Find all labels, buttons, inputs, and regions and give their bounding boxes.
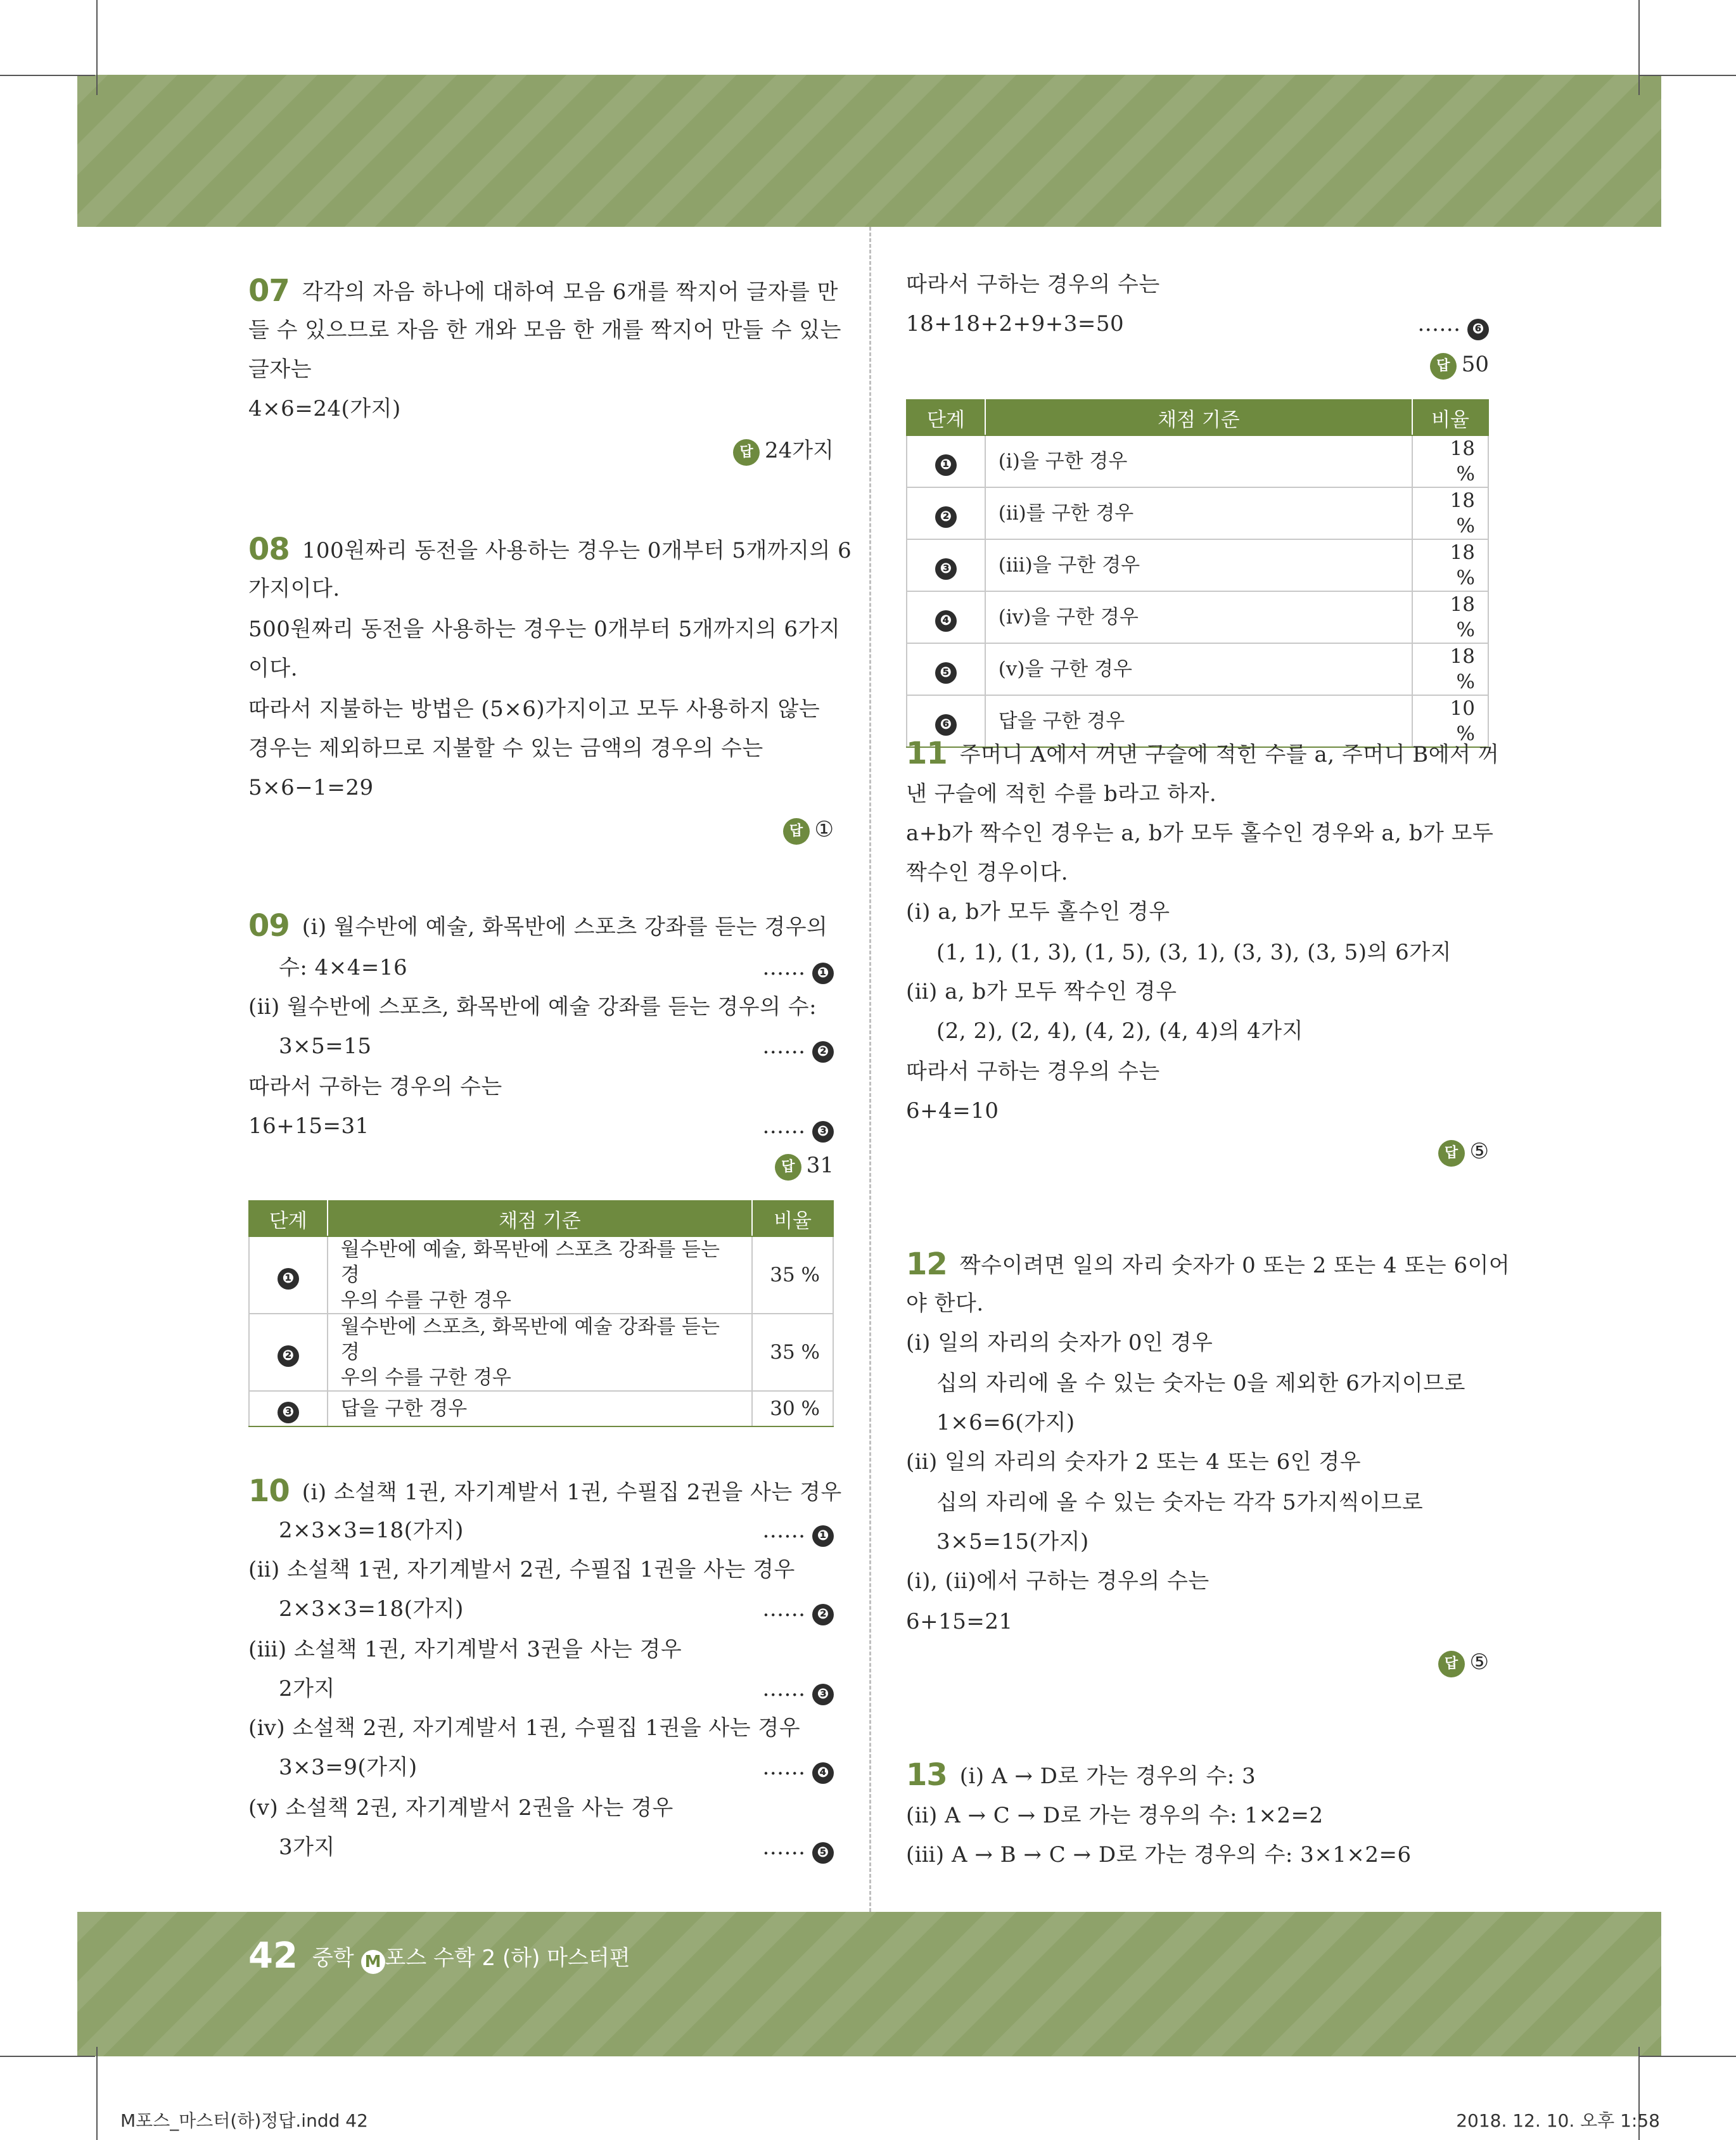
step-marker: …… ❻ <box>1417 304 1489 343</box>
table-header: 채점 기준 <box>985 400 1412 435</box>
step-marker: …… ❷ <box>762 1589 834 1629</box>
problem-11-line: 따라서 구하는 경우의 수는 <box>906 1059 1160 1084</box>
table-row <box>907 435 1488 487</box>
problem-number: 07 <box>248 273 290 309</box>
header-band <box>77 75 1661 227</box>
answer-badge: 답 <box>1430 353 1457 380</box>
problem-10-line: 3×3=9(가지) <box>279 1755 418 1780</box>
answer-badge: 답 <box>1438 1140 1465 1167</box>
problem-13-line: 13 (ⅰ) A → D로 가는 경우의 수: 3 <box>906 1757 1256 1793</box>
problem-12-line: (ⅰ) 일의 자리의 숫자가 0인 경우 <box>906 1330 1213 1355</box>
step-marker: …… ❺ <box>762 1828 834 1867</box>
answer-badge: 답 <box>1438 1651 1465 1677</box>
answer-badge: 답 <box>775 1154 801 1181</box>
problem-10-line: 2×3×3=18(가지) <box>279 1518 464 1543</box>
ratio-cell: 18 % <box>1412 487 1488 539</box>
page-number: 42 <box>248 1935 298 1977</box>
problem-07-line: 4×6=24(가지) <box>248 396 401 421</box>
answer-12: 답 ⑤ <box>1438 1643 1489 1682</box>
answer-badge: 답 <box>733 439 760 466</box>
table-row <box>907 539 1488 591</box>
column-divider <box>869 227 871 1912</box>
print-timestamp: 2018. 12. 10. 오후 1:58 <box>1456 2110 1660 2131</box>
table-row <box>249 1314 833 1391</box>
table-header: 비율 <box>1412 400 1488 435</box>
table-row <box>907 487 1488 539</box>
criteria-text: 우의 수를 구한 경우 <box>340 1289 511 1312</box>
step-bullet: ❶ <box>278 1268 299 1290</box>
problem-08-line: 500원짜리 동전을 사용하는 경우는 0개부터 5개까지의 6가지 <box>248 617 841 642</box>
problem-09-line: 16+15=31 <box>248 1113 369 1139</box>
ratio-cell: 18 % <box>1412 643 1488 695</box>
crop-mark <box>0 75 95 76</box>
book-title: 중학 M 포스 수학 2 (하) 마스터편 <box>312 1945 630 1971</box>
problem-10-line: 3가지 <box>279 1835 335 1860</box>
problem-number: 08 <box>248 532 290 567</box>
problem-10-line: 10 (ⅰ) 소설책 1권, 자기계발서 1권, 수필집 2권을 사는 경우 <box>248 1473 842 1509</box>
criteria-text: 답을 구한 경우 <box>328 1391 752 1426</box>
criteria-text: (ⅳ)을 구한 경우 <box>985 591 1412 643</box>
problem-08-line: 이다. <box>248 656 298 681</box>
ratio-cell: 35 % <box>752 1314 833 1391</box>
step-marker: …… ❸ <box>762 1106 834 1146</box>
problem-11-line: (1, 1), (1, 3), (1, 5), (3, 1), (3, 3), (3, 5)의 6가지 <box>936 940 1452 965</box>
problem-07-line: 07 각각의 자음 하나에 대하여 모음 6개를 짝지어 글자를 만 <box>248 273 838 309</box>
step-marker: …… ❸ <box>762 1669 834 1708</box>
step-bullet: ❷ <box>278 1345 299 1367</box>
answer-badge: 답 <box>783 818 810 845</box>
table-row <box>907 591 1488 643</box>
problem-12-line: (ⅱ) 일의 자리의 숫자가 2 또는 4 또는 6인 경우 <box>906 1449 1362 1475</box>
problem-09-line: 09 (ⅰ) 월수반에 예술, 화목반에 스포츠 강좌를 듣는 경우의 <box>248 908 828 944</box>
problem-number: 11 <box>906 736 947 771</box>
problem-10-line: (ⅳ) 소설책 2권, 자기계발서 1권, 수필집 1권을 사는 경우 <box>248 1715 801 1741</box>
problem-13-line: (ⅱ) A → C → D로 가는 경우의 수: 1×2=2 <box>906 1803 1324 1828</box>
problem-13-line: (ⅲ) A → B → C → D로 가는 경우의 수: 3×1×2=6 <box>906 1842 1412 1868</box>
problem-12-line: (ⅰ), (ⅱ)에서 구하는 경우의 수는 <box>906 1568 1209 1594</box>
ratio-cell: 30 % <box>752 1391 833 1426</box>
criteria-text: 답을 구한 경우 <box>985 695 1412 747</box>
problem-10-line: (ⅴ) 소설책 2권, 자기계발서 2권을 사는 경우 <box>248 1795 673 1821</box>
criteria-text: (ⅱ)를 구한 경우 <box>985 487 1412 539</box>
crop-mark <box>96 0 98 95</box>
problem-08-line: 5×6−1=29 <box>248 775 374 800</box>
problem-11-line: 낸 구슬에 적힌 수를 b라고 하자. <box>906 781 1217 807</box>
step-marker: …… ❶ <box>762 1511 834 1550</box>
problem-09-line: 3×5=15 <box>279 1034 372 1059</box>
ratio-cell: 18 % <box>1412 435 1488 487</box>
problem-10-line: 18+18+2+9+3=50 <box>906 311 1125 336</box>
crop-mark <box>96 2047 98 2140</box>
table-header: 비율 <box>752 1201 833 1236</box>
crop-mark <box>0 2056 95 2057</box>
answer-10: 답 50 <box>1430 345 1489 384</box>
step-marker: …… ❷ <box>762 1027 834 1066</box>
crop-mark <box>1640 2056 1736 2057</box>
problem-12-line: 12 짝수이려면 일의 자리 숫자가 0 또는 2 또는 4 또는 6이어 <box>906 1246 1510 1282</box>
criteria-text: (ⅴ)을 구한 경우 <box>985 643 1412 695</box>
problem-09-line: 수: 4×4=16 <box>279 955 408 980</box>
m-logo-icon: M <box>361 1950 385 1974</box>
problem-11-line: (ⅱ) a, b가 모두 짝수인 경우 <box>906 979 1177 1004</box>
criteria-text: 월수반에 예술, 화목반에 스포츠 강좌를 듣는 경 <box>340 1238 720 1286</box>
problem-12-line: 1×6=6(가지) <box>936 1410 1075 1435</box>
problem-08-line: 따라서 지불하는 방법은 (5×6)가지이고 모두 사용하지 않는 <box>248 696 820 722</box>
page-footer <box>248 1934 630 1984</box>
step-bullet: ❷ <box>935 506 957 528</box>
problem-11-line: 11 주머니 A에서 꺼낸 구슬에 적힌 수를 a, 주머니 B에서 꺼 <box>906 736 1500 771</box>
table-header: 단계 <box>249 1201 328 1236</box>
table-row <box>907 643 1488 695</box>
answer-11: 답 ⑤ <box>1438 1132 1489 1171</box>
problem-number: 12 <box>906 1246 947 1282</box>
table-header: 단계 <box>907 400 985 435</box>
problem-11-line: (ⅰ) a, b가 모두 홀수인 경우 <box>906 899 1170 925</box>
problem-11-line: (2, 2), (2, 4), (4, 2), (4, 4)의 4가지 <box>936 1018 1303 1044</box>
step-bullet: ❻ <box>935 714 957 736</box>
answer-09: 답 31 <box>775 1146 834 1185</box>
problem-10-line: 따라서 구하는 경우의 수는 <box>906 272 1160 297</box>
problem-10-line: 2가지 <box>279 1676 335 1701</box>
problem-12-line: 야 한다. <box>906 1291 984 1316</box>
step-bullet: ❸ <box>278 1402 299 1423</box>
grading-table-10 <box>906 399 1489 748</box>
answer-08: 답 ① <box>783 810 834 849</box>
step-bullet: ❹ <box>935 610 957 632</box>
problem-number: 09 <box>248 908 290 944</box>
problem-number: 10 <box>248 1473 290 1509</box>
criteria-text: (ⅰ)을 구한 경우 <box>985 435 1412 487</box>
file-name: M포스_마스터(하)정답.indd 42 <box>120 2110 368 2131</box>
problem-10-line: (ⅲ) 소설책 1권, 자기계발서 3권을 사는 경우 <box>248 1637 682 1662</box>
problem-10-line: (ⅱ) 소설책 1권, 자기계발서 2권, 수필집 1권을 사는 경우 <box>248 1557 795 1582</box>
step-marker: …… ❹ <box>762 1748 834 1787</box>
problem-07-line: 글자는 <box>248 357 312 382</box>
problem-09-line: 따라서 구하는 경우의 수는 <box>248 1074 502 1099</box>
ratio-cell: 10 % <box>1412 695 1488 747</box>
problem-07-line: 들 수 있으므로 자음 한 개와 모음 한 개를 짝지어 만들 수 있는 <box>248 317 841 343</box>
criteria-text: (ⅲ)을 구한 경우 <box>985 539 1412 591</box>
table-row <box>249 1236 833 1314</box>
problem-12-line: 6+15=21 <box>906 1609 1013 1634</box>
ratio-cell: 18 % <box>1412 591 1488 643</box>
problem-08-line: 08 100원짜리 동전을 사용하는 경우는 0개부터 5개까지의 6 <box>248 532 852 567</box>
table-header: 채점 기준 <box>328 1201 752 1236</box>
problem-12-line: 십의 자리에 올 수 있는 숫자는 각각 5가지씩이므로 <box>936 1490 1424 1515</box>
problem-08-line: 경우는 제외하므로 지불할 수 있는 금액의 경우의 수는 <box>248 736 763 761</box>
grading-table-09 <box>248 1200 834 1427</box>
step-bullet: ❸ <box>935 558 957 580</box>
problem-11-line: 짝수인 경우이다. <box>906 860 1069 885</box>
problem-12-line: 십의 자리에 올 수 있는 숫자는 0을 제외한 6가지이므로 <box>936 1371 1465 1396</box>
problem-10-line: 2×3×3=18(가지) <box>279 1596 464 1622</box>
problem-number: 13 <box>906 1757 947 1793</box>
problem-11-line: 6+4=10 <box>906 1098 999 1124</box>
table-row <box>249 1391 833 1426</box>
table-header-row <box>907 400 1488 435</box>
ratio-cell: 35 % <box>752 1236 833 1314</box>
problem-12-line: 3×5=15(가지) <box>936 1529 1089 1554</box>
ratio-cell: 18 % <box>1412 539 1488 591</box>
problem-11-line: a+b가 짝수인 경우는 a, b가 모두 홀수인 경우와 a, b가 모두 <box>906 821 1494 846</box>
crop-mark <box>1638 0 1640 95</box>
problem-08-line: 가지이다. <box>248 576 340 601</box>
criteria-text: 우의 수를 구한 경우 <box>340 1366 511 1389</box>
criteria-text: 월수반에 스포츠, 화목반에 예술 강좌를 듣는 경 <box>340 1316 720 1364</box>
step-marker: …… ❶ <box>762 948 834 987</box>
answer-07: 답 24가지 <box>733 431 834 470</box>
step-bullet: ❶ <box>935 454 957 476</box>
crop-mark <box>1640 75 1736 76</box>
problem-09-line: (ⅱ) 월수반에 스포츠, 화목반에 예술 강좌를 듣는 경우의 수: <box>248 994 817 1020</box>
step-bullet: ❺ <box>935 662 957 684</box>
table-header-row <box>249 1201 833 1236</box>
